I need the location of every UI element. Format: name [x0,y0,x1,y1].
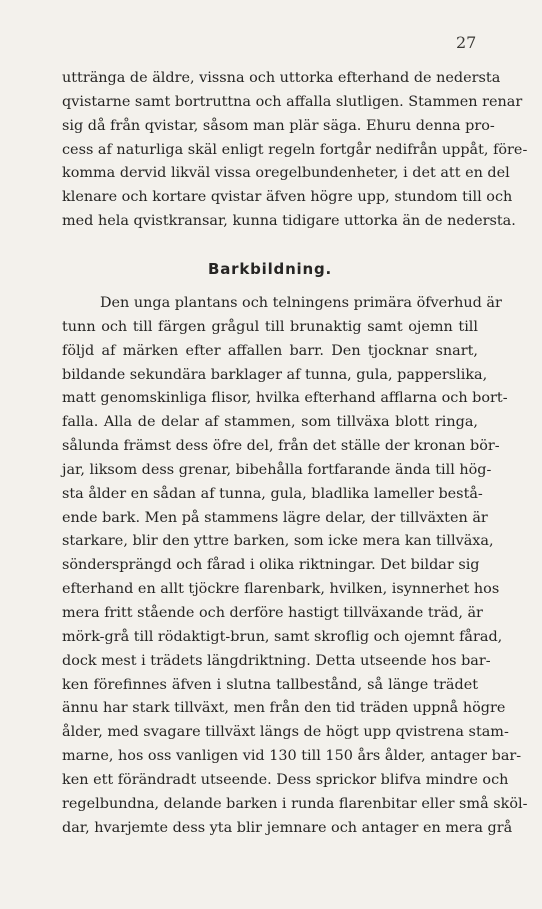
text-line: marne, hos oss vanligen vid 130 till 150 års ålder, antager bar- [62,748,522,765]
text-line: qvistarne samt bortruttna och affalla slutligen. Stammen renar [62,93,523,110]
text-line: ännu har stark tillväxt, men från den tid träden uppnå högre [62,700,506,717]
text-line: söndersprängd och fårad i olika riktningar. Det bildar sig [62,557,480,574]
text-line: falla. Alla de delar af stammen, som tillväxa blott ringa, [62,414,478,431]
text-line: ken ett förändradt utseende. Dess sprickor blifva mindre och [62,771,509,788]
intro-paragraph [62,67,528,234]
text-line: Den unga plantans och telningens primära öfverhud är [100,295,502,311]
text-line: ålder, med svagare tillväxt längs de högt upp qvistrena stam- [62,724,509,741]
text-line: följd af märken efter affallen barr. Den tjocknar snart, [62,342,478,359]
text-line: utträngа de äldre, vissna och uttorka efterhand de nedersta [62,70,501,86]
text-line: mera fritt stående och derföre hastigt tillväxande träd, är [62,604,483,621]
text-line: mörk-grå till rödaktigt-brun, samt skroflig och ojemnt fårad, [62,628,503,645]
text-line: ende bark. Men på stammens lägre delar, der tillväxten är [62,509,488,526]
text-line: komma dervid likväl vissa oregelbundenheter, i det att en del [62,165,510,182]
body-paragraph [62,292,528,840]
text-line: dock mest i trädets längdriktning. Detta utseende hos bar- [62,652,491,669]
text-line: tunn och till färgen grågul till brunaktig samt ojemn till [62,318,478,335]
text-line: klenare och kortare qvistar äfven högre upp, stundom till och [62,189,513,206]
text-line: med hela qvistkransar, kunna tidigare uttorka än de nedersta. [62,213,516,230]
text-line: ken förefinnes äfven i slutna tallbestånd, så länge trädet [62,676,478,693]
text-line: efterhand en allt tjöckre flarenbark, hvilken, isynnerhet hos [62,581,500,598]
section-heading: Barkbildning. [207,260,333,278]
text-line: sta ålder en sådan af tunna, gula, bladlika lameller bestå- [62,485,483,502]
text-line: matt genomskinliga flisor, hvilka efterhand afflarna och bort- [62,390,508,407]
page-number: 27 [456,33,477,52]
text-line: sig då från qvistar, såsom man plär säga. Ehuru denna pro- [62,117,495,134]
text-line: sålunda främst dess öfre del, från det ställe der kronan bör- [62,438,500,455]
text-line: jar, liksom dess grenar, bibehålla fortfarande ända till hög- [62,461,492,478]
text-line: regelbundna, delande barken i runda flarenbitar eller små sköl- [62,795,528,812]
text-line: cess af naturliga skäl enligt regeln fortgår nedifrån uppåt, före- [62,141,528,158]
text-line: starkare, blir den yttre barken, som icke mera kan tillväxa, [62,533,494,550]
text-line: bildande sekundära barklager af tunna, gula, papperslika, [62,366,488,383]
text-line: dar, hvarjemte dess yta blir jemnare och antager en mera grå [62,819,513,836]
